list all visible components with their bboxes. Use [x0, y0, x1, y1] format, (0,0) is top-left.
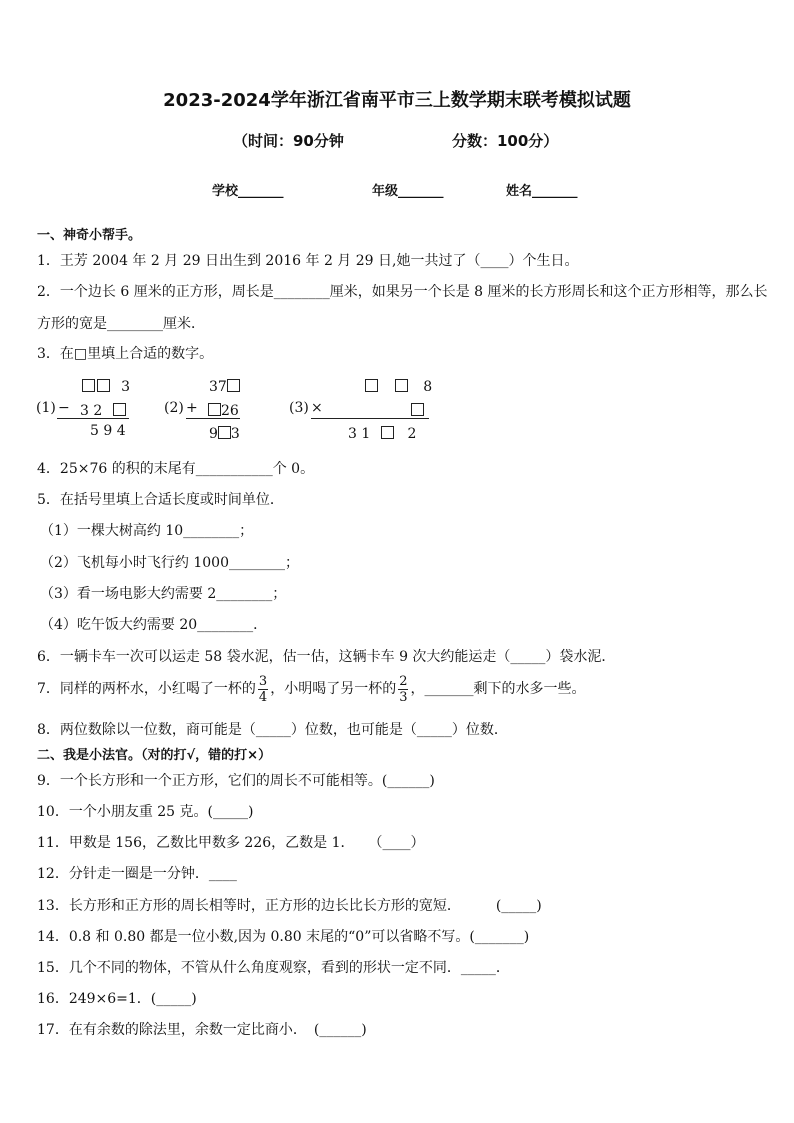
question-11: 11．甲数是 156，乙数比甲数多 226，乙数是 1． （____） — [37, 835, 425, 851]
minus-sign: − — [58, 400, 70, 416]
question-4: 4．25×76 的积的末尾有___________个 0。 — [37, 461, 315, 477]
digit-box[interactable] — [97, 379, 110, 392]
question-9: 9．一个长方形和一个正方形，它们的周长不可能相等。(______) — [37, 773, 435, 789]
school-field: 学校_______ — [212, 184, 284, 199]
question-7-text-a: 7．同样的两杯水，小红喝了一杯的 — [37, 681, 256, 697]
question-8: 8．两位数除以一位数，商可能是（_____）位数，也可能是（_____）位数． — [37, 722, 508, 738]
denominator: 4 — [258, 689, 268, 705]
digit: 3 — [121, 379, 131, 395]
digit-box[interactable] — [381, 426, 394, 439]
digit-box[interactable] — [227, 379, 240, 392]
sum-line — [57, 418, 129, 419]
question-2-line-2: 方形的宽是________厘米． — [37, 316, 205, 332]
problem-label: (3) — [289, 400, 309, 416]
numerator: 3 — [258, 673, 268, 689]
digit-box[interactable] — [365, 379, 378, 392]
question-7-text-c: ，_______剩下的水多一些。 — [410, 681, 586, 697]
digit: 2 — [407, 426, 417, 442]
fraction-three-quarters — [258, 675, 268, 704]
exam-time: （时间：90分钟 — [233, 132, 344, 150]
digit: 9 — [209, 426, 218, 442]
question-3: 3．在□里填上合适的数字。 — [37, 346, 214, 362]
times-sign: × — [311, 400, 323, 416]
plus-sign: + — [186, 400, 198, 416]
question-12: 12．分针走一圈是一分钟．____ — [37, 866, 237, 882]
section-1-heading: 一、神奇小帮手。 — [37, 228, 142, 243]
question-1: 1．王芳 2004 年 2 月 29 日出生到 2016 年 2 月 29 日,她一共过了（____）个生日。 — [37, 253, 579, 269]
product-line — [311, 418, 429, 419]
question-2-line-1: 2．一个边长 6 厘米的正方形，周长是________厘米，如果另一个长是 8 厘米的长方形周长和这个正方形相等，那么长 — [37, 284, 768, 300]
problem-label: (1) — [36, 400, 56, 416]
page-title: 2023-2024学年浙江省南平市三上数学期末联考模拟试题 — [163, 90, 631, 111]
result-digits: 5 9 4 — [90, 423, 126, 439]
digits: 3 2 — [80, 403, 103, 419]
grade-field: 年级_______ — [372, 184, 444, 199]
numerator: 2 — [399, 673, 408, 689]
question-7-text-b: ，小明喝了另一杯的 — [270, 681, 397, 697]
question-6: 6．一辆卡车一次可以运走 58 袋水泥，估一估，这辆卡车 9 次大约能运走（_____）袋水泥． — [37, 649, 616, 665]
exam-score: 分数：100分） — [452, 132, 559, 150]
question-5-item-2: （2）飞机每小时飞行约 1000________； — [40, 555, 299, 571]
problem-label: (2) — [164, 400, 184, 416]
digit-box[interactable] — [113, 403, 126, 416]
section-2-heading: 二、我是小法官。（对的打√，错的打×） — [37, 748, 272, 763]
question-5-item-4: （4）吃午饭大约需要 20________． — [40, 617, 268, 633]
digit-box[interactable] — [82, 379, 95, 392]
name-field: 姓名_______ — [506, 184, 578, 199]
question-17: 17．在有余数的除法里，余数一定比商小． (______) — [37, 1022, 367, 1038]
question-14: 14．0.8 和 0.80 都是一位小数,因为 0.80 末尾的“0”可以省略不写。(_______) — [37, 929, 530, 945]
digit-box[interactable] — [411, 403, 424, 416]
digits: 3 1 — [348, 426, 371, 442]
question-5: 5．在括号里填上合适长度或时间单位． — [37, 492, 284, 508]
denominator: 3 — [399, 689, 408, 705]
question-16: 16．249×6=1．(_____) — [37, 991, 197, 1007]
digit-box[interactable] — [208, 403, 221, 416]
fraction-two-thirds — [398, 675, 408, 704]
digit: 8 — [423, 379, 433, 395]
digit-box[interactable] — [218, 426, 231, 439]
question-5-item-1: （1）一棵大树高约 10________； — [40, 523, 254, 539]
digit: 3 — [230, 426, 240, 442]
question-7 — [37, 672, 585, 706]
digit-box[interactable] — [395, 379, 408, 392]
sum-line — [186, 418, 240, 419]
question-5-item-3: （3）看一场电影大约需要 2________； — [40, 586, 287, 602]
digits: 37 — [209, 379, 227, 395]
question-15: 15．几个不同的物体，不管从什么角度观察，看到的形状一定不同．_____． — [37, 960, 510, 976]
question-10: 10．一个小朋友重 25 克。(_____) — [37, 804, 254, 820]
question-13: 13．长方形和正方形的周长相等时，正方形的边长比长方形的宽短． (_____) — [37, 898, 542, 914]
digits: 26 — [221, 403, 239, 419]
